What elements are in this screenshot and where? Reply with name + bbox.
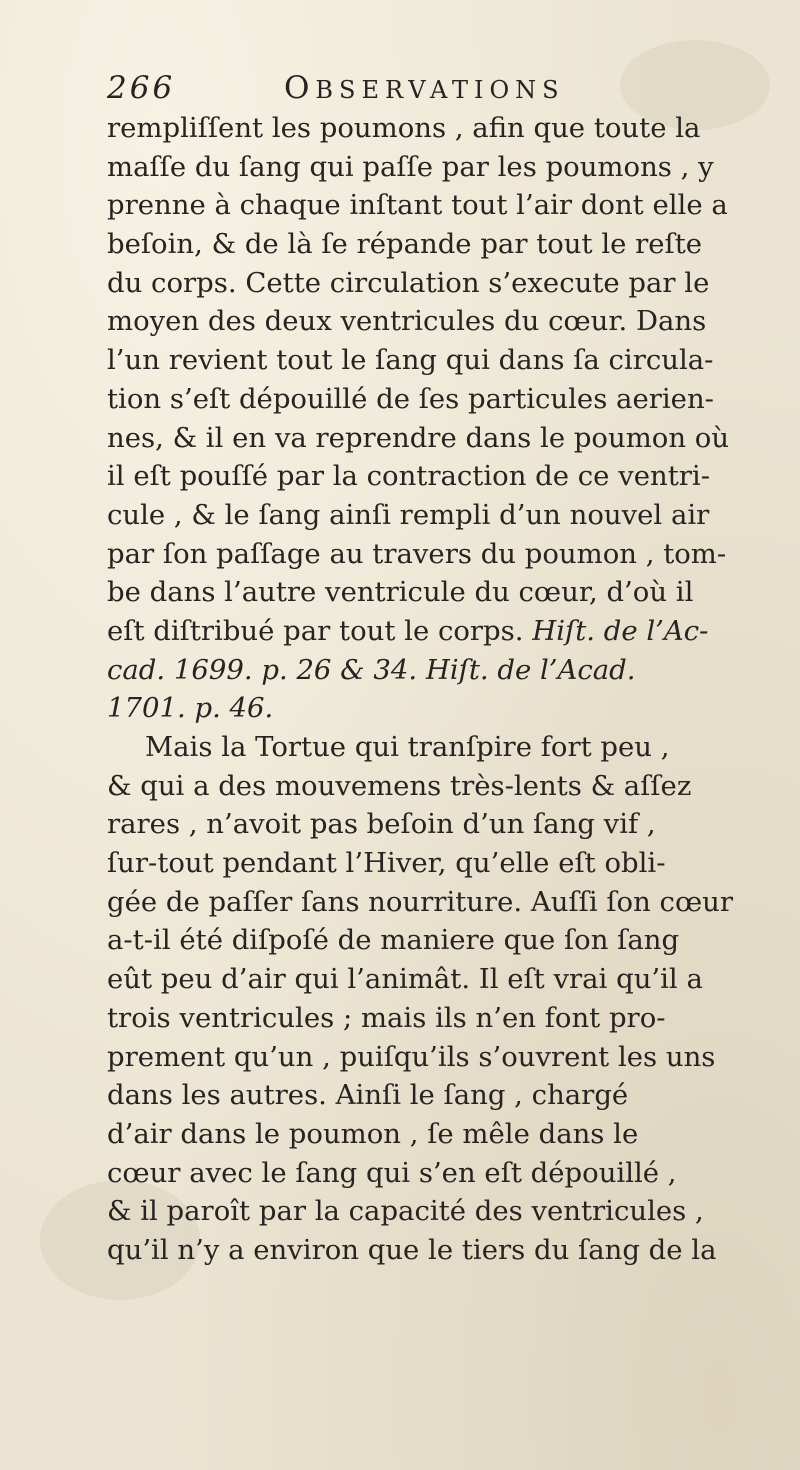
text-line-body: eût peu d’air qui l’animât. Il eſt vrai qu’il a (107, 963, 703, 996)
text-line (107, 264, 787, 303)
text-line-body: maſſe du ſang qui paſſe par les poumons , y (107, 150, 714, 183)
text-line-body: gée de paſſer ſans nourriture. Auſſi ſon cœur (107, 885, 734, 918)
text-line-body: rares , n’avoit pas beſoin d’un ſang vif , (107, 808, 656, 841)
citation-italic: 1701. p. 46. (107, 692, 274, 725)
text-line-body: eſt diſtribué par tout le corps. (107, 614, 524, 647)
text-line-body: d’air dans le poumon , ſe mêle dans le (107, 1117, 639, 1150)
text-line (107, 728, 787, 767)
text-line (107, 457, 787, 496)
citation-italic: cad. 1699. p. 26 & 34. Hiſt. de l’Acad. (107, 653, 636, 686)
text-line (107, 999, 787, 1038)
text-line (107, 689, 787, 728)
text-line (107, 535, 787, 574)
text-line-body: par ſon paſſage au travers du poumon , tom- (107, 537, 727, 570)
text-line-body: cule , & le ſang ainſi rempli d’un nouvel air (107, 498, 710, 531)
text-line-body: ſur-tout pendant l’Hiver, qu’elle eſt obli- (107, 847, 666, 880)
running-title-rest: BSERVATIONS (315, 76, 565, 104)
text-line-body: cœur avec le ſang qui s’en eſt dépouillé , (107, 1156, 677, 1189)
text-line-body: qu’il n’y a environ que le tiers du ſang de la (107, 1233, 717, 1266)
text-line-body: a-t-il été diſpoſé de maniere que ſon ſang (107, 924, 680, 957)
text-line (107, 1115, 787, 1154)
text-line-body: beſoin, & de là ſe répande par tout le reſte (107, 228, 703, 261)
text-line-body: du corps. Cette circulation s’execute par le (107, 266, 710, 299)
text-line-body: be dans l’autre ventricule du cœur, d’où il (107, 576, 694, 609)
text-line-body: nes, & il en va reprendre dans le poumon où (107, 421, 730, 454)
text-line (107, 302, 787, 341)
text-line-body: moyen des deux ventricules du cœur. Dans (107, 305, 707, 338)
text-line (107, 921, 787, 960)
running-title (284, 70, 565, 106)
text-line-body: prenne à chaque inſtant tout l’air dont elle a (107, 189, 728, 222)
text-line (107, 573, 787, 612)
page-header (107, 70, 667, 114)
text-line-body: rempliſſent les poumons , afin que toute la (107, 112, 701, 144)
text-line-body: l’un revient tout le ſang qui dans ſa circula- (107, 344, 714, 377)
text-line (107, 1038, 787, 1077)
text-line-body: prement qu’un , puiſqu’ils s’ouvrent les uns (107, 1040, 716, 1073)
text-line (107, 844, 787, 883)
text-line (107, 651, 787, 690)
text-line-body: trois ventricules ; mais ils n’en font pro- (107, 1001, 666, 1034)
text-line (107, 225, 787, 264)
running-title-initial: O (284, 70, 316, 106)
text-line (107, 1076, 787, 1115)
text-line (107, 805, 787, 844)
text-line-body: il eſt pouſſé par la contraction de ce ventri- (107, 460, 710, 493)
text-line (107, 148, 787, 187)
text-line (107, 186, 787, 225)
text-line-body: tion s’eſt dépouillé de ſes particules aerien- (107, 382, 714, 415)
text-line (107, 496, 787, 535)
text-line-body: & qui a des mouvemens très-lents & aſſez (107, 769, 692, 802)
page-number: 266 (107, 70, 176, 106)
text-line (107, 1154, 787, 1193)
text-line (107, 883, 787, 922)
text-line (107, 960, 787, 999)
text-line (107, 341, 787, 380)
text-line (107, 612, 787, 651)
text-line-body: Mais la Tortue qui tranſpire fort peu , (145, 731, 670, 763)
text-line-body: & il paroît par la capacité des ventricules , (107, 1195, 704, 1228)
text-line (107, 1231, 787, 1270)
body-text (107, 109, 787, 1270)
citation-italic: Hiſt. de l’Ac- (532, 614, 709, 647)
text-line (107, 419, 787, 458)
text-line (107, 767, 787, 806)
text-line (107, 1192, 787, 1231)
text-line-body: dans les autres. Ainſi le ſang , chargé (107, 1079, 629, 1112)
text-line (107, 380, 787, 419)
text-line (107, 109, 787, 148)
